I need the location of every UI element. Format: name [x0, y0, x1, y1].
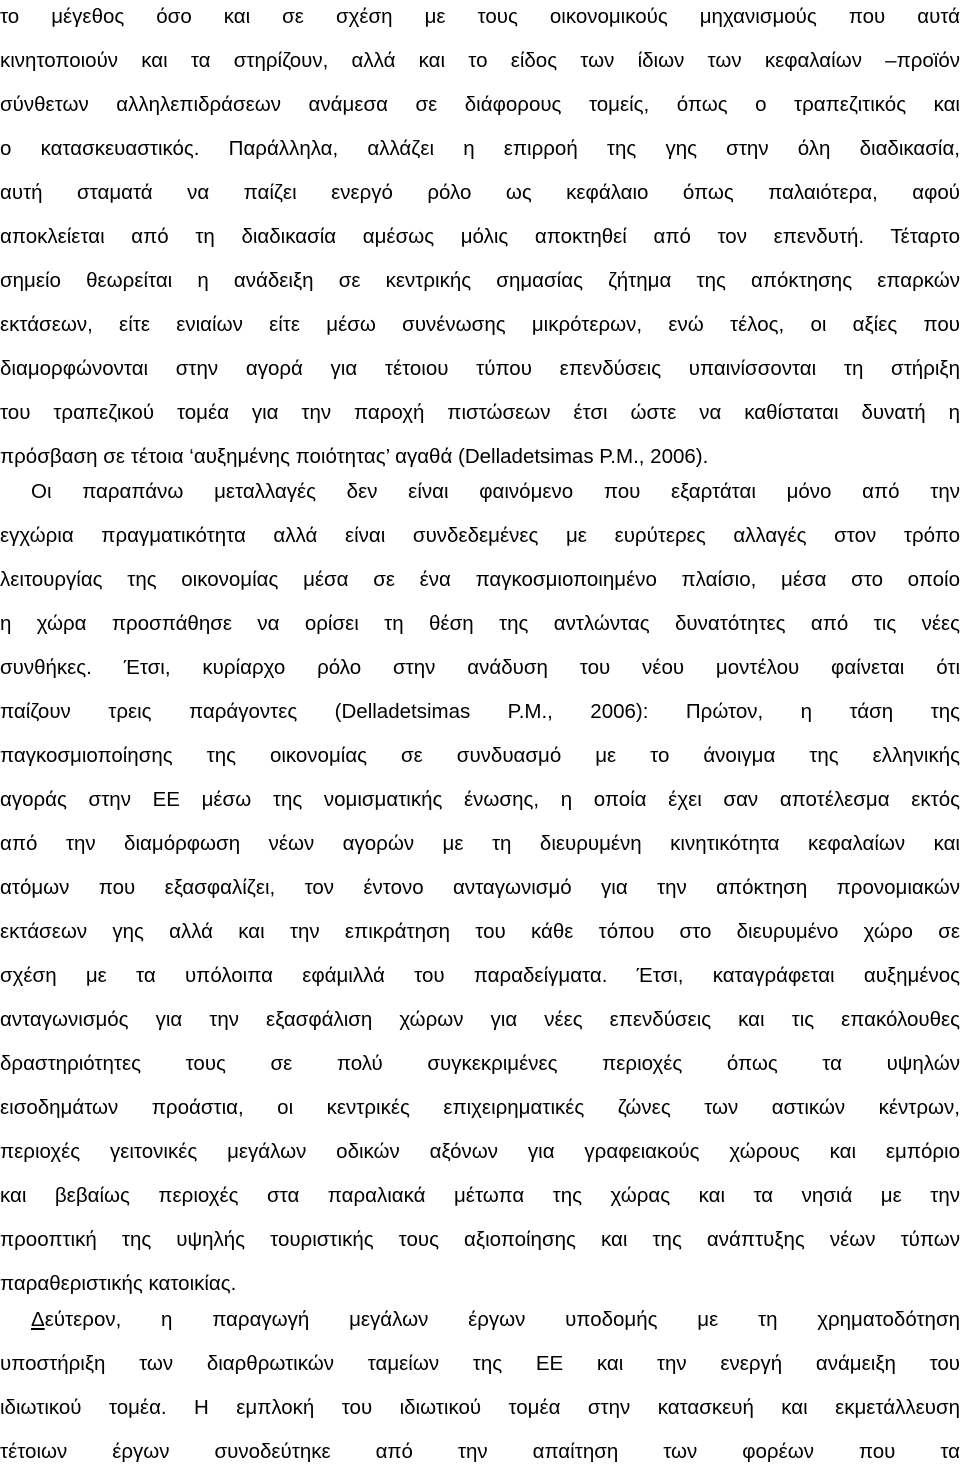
text-line: εισοδημάτων προάστια, οι κεντρικές επιχειρηματικές ζώνες των αστικών κέντρων, [0, 1096, 960, 1119]
text-line: περιοχές γειτονικές μεγάλων οδικών αξόνων για γραφειακούς χώρους και εμπόριο [0, 1140, 960, 1163]
text-line: και βεβαίως περιοχές στα παραλιακά μέτωπα της χώρας και τα νησιά με την [0, 1184, 960, 1207]
text-line: προοπτική της υψηλής τουριστικής τους αξιοποίησης και της ανάπτυξης νέων τύπων [0, 1228, 960, 1251]
text-line: αποκλείεται από τη διαδικασία αμέσως μόλις αποκτηθεί από τον επενδυτή. Τέταρτο [0, 225, 960, 248]
text-line: παραθεριστικής κατοικίας. [0, 1272, 237, 1295]
text-line: εκτάσεων γης αλλά και την επικράτηση του κάθε τόπου στο διευρυμένο χώρο σε [0, 920, 960, 943]
text-line: τέτοιων έργων συνοδεύτηκε από την απαίτηση των φορέων που τα [0, 1440, 960, 1463]
text-line: παγκοσμιοποίησης της οικονομίας σε συνδυασμό με το άνοιγμα της ελληνικής [0, 744, 960, 767]
text-line: το μέγεθος όσο και σε σχέση με τους οικονομικούς μηχανισμούς που αυτά [0, 5, 960, 28]
text-line: σύνθετων αλληλεπιδράσεων ανάμεσα σε διάφορους τομείς, όπως ο τραπεζιτικός και [0, 93, 960, 116]
underlined-initial: Δ [31, 1308, 45, 1331]
text-line: διαμορφώνονται στην αγορά για τέτοιου τύπου επενδύσεις υπαινίσσονται τη στήριξη [0, 357, 960, 380]
first-line-text: εύτερον, η παραγωγή μεγάλων έργων υποδομής με τη χρηματοδότηση [44, 1308, 960, 1331]
text-line: εγχώρια πραγματικότητα αλλά είναι συνδεδεμένες με ευρύτερες αλλαγές στον τρόπο [0, 524, 960, 547]
text-line: συνθήκες. Έτσι, κυρίαρχο ρόλο στην ανάδυση του νέου μοντέλου φαίνεται ότι [0, 656, 960, 679]
text-line: αγοράς στην ΕΕ μέσω της νομισματικής ένωσης, η οποία έχει σαν αποτέλεσμα εκτός [0, 788, 960, 811]
text-line: ανταγωνισμός για την εξασφάλιση χώρων για νέες επενδύσεις και τις επακόλουθες [0, 1008, 960, 1031]
paragraph-first-line [31, 1298, 960, 1342]
paragraph-first-line: Οι παραπάνω μεταλλαγές δεν είναι φαινόμενο που εξαρτάται μόνο από την [31, 480, 960, 503]
text-line: ο κατασκευαστικός. Παράλληλα, αλλάζει η επιρροή της γης στην όλη διαδικασία, [0, 137, 960, 160]
text-line: σημείο θεωρείται η ανάδειξη σε κεντρικής σημασίας ζήτημα της απόκτησης επαρκών [0, 269, 960, 292]
text-line: ιδιωτικού τομέα. Η εμπλοκή του ιδιωτικού τομέα στην κατασκευή και εκμετάλλευση [0, 1396, 960, 1419]
text-line: από την διαμόρφωση νέων αγορών με τη διευρυμένη κινητικότητα κεφαλαίων και [0, 832, 960, 855]
text-line: πρόσβαση σε τέτοια ‘αυξημένης ποιότητας’ αγαθά (Delladetsimas P.M., 2006). [0, 445, 709, 468]
text-line: ατόμων που εξασφαλίζει, τον έντονο ανταγωνισμό για την απόκτηση προνομιακών [0, 876, 960, 899]
text-line: κινητοποιούν και τα στηρίζουν, αλλά και το είδος των ίδιων των κεφαλαίων –προϊόν [0, 49, 960, 72]
text-line: εκτάσεων, είτε ενιαίων είτε μέσω συνένωσης μικρότερων, ενώ τέλος, οι αξίες που [0, 313, 960, 336]
text-line: σχέση με τα υπόλοιπα εφάμιλλά του παραδείγματα. Έτσι, καταγράφεται αυξημένος [0, 964, 960, 987]
text-line: παίζουν τρεις παράγοντες (Delladetsimas P.M., 2006): Πρώτον, η τάση της [0, 700, 960, 723]
text-line: αυτή σταματά να παίζει ενεργό ρόλο ως κεφάλαιο όπως παλαιότερα, αφού [0, 181, 960, 204]
text-line: υποστήριξη των διαρθρωτικών ταμείων της ΕΕ και την ενεργή ανάμειξη του [0, 1352, 960, 1375]
text-line: η χώρα προσπάθησε να ορίσει τη θέση της αντλώντας δυνατότητες από τις νέες [0, 612, 960, 635]
text-line: του τραπεζικού τομέα για την παροχή πιστώσεων έτσι ώστε να καθίσταται δυνατή η [0, 401, 960, 424]
text-line: λειτουργίας της οικονομίας μέσα σε ένα παγκοσμιοποιημένο πλαίσιο, μέσα στο οποίο [0, 568, 960, 591]
text-line: δραστηριότητες τους σε πολύ συγκεκριμένες περιοχές όπως τα υψηλών [0, 1052, 960, 1075]
